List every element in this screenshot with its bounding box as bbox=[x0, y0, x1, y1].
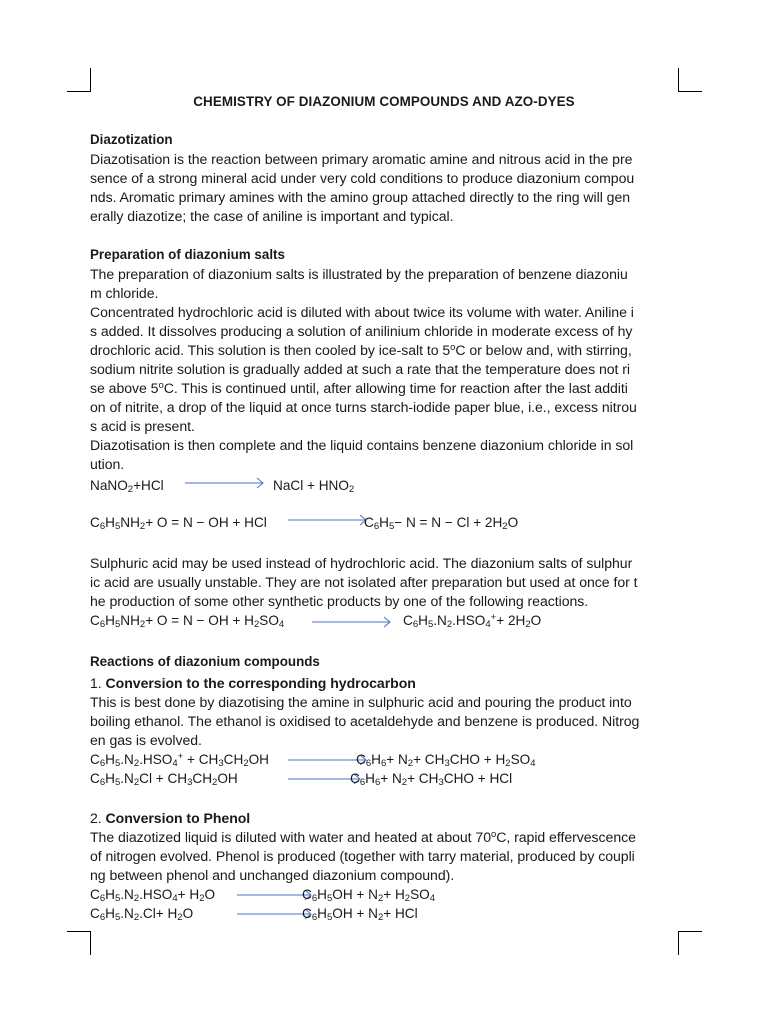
equation-1-reactants: NaNO$_2$+HCl bbox=[90, 478, 164, 495]
paragraph-line: nds. Aromatic primary amines with the amino group attached directly to the ring will gen bbox=[90, 189, 631, 205]
paragraph-line: ng between phenol and unchanged diazonium compound). bbox=[90, 867, 455, 883]
paragraph-line: s acid is present. bbox=[90, 418, 195, 434]
section-heading-preparation: Preparation of diazonium salts bbox=[90, 247, 285, 262]
equation-3-reactants: $C_6H_5NH_2+ O = N$ − OH + $H_2SO_4$ bbox=[90, 613, 285, 630]
paragraph-line: The diazotized liquid is diluted with water and heated at about 70$^o$C, rapid effervescence bbox=[90, 829, 636, 845]
equation-6-products: $C_6H_5OH + N_2+ H_2SO_4$ bbox=[302, 887, 436, 904]
paragraph-line: en gas is evolved. bbox=[90, 732, 202, 748]
equation-3-products: $C_6H_5.N_2.HSO_4^++ 2H_2O$ bbox=[403, 612, 542, 630]
reaction-item-2-title: 2. Conversion to Phenol bbox=[90, 810, 251, 826]
paragraph-line: of nitrogen evolved. Phenol is produced (together with tarry material, produced by coupli bbox=[90, 848, 635, 864]
paragraph-line: m chloride. bbox=[90, 285, 159, 301]
section-heading-diazotization: Diazotization bbox=[90, 132, 173, 147]
reaction-arrow-6 bbox=[237, 888, 311, 902]
paragraph-line: ic acid are usually unstable. They are not isolated after preparation but used at once for t bbox=[90, 574, 638, 590]
reaction-item-1-title: 1. Conversion to the corresponding hydrocarbon bbox=[90, 675, 416, 691]
paragraph-line: Sulphuric acid may be used instead of hydrochloric acid. The diazonium salts of sulphur bbox=[90, 555, 633, 571]
paragraph-line: This is best done by diazotising the amine in sulphuric acid and pouring the product into bbox=[90, 694, 632, 710]
equation-4-reactants: $C_6H_5.N_2.HSO_4^+ + CH_3CH_2OH$ bbox=[90, 751, 269, 769]
reaction-arrow-3 bbox=[312, 615, 390, 629]
paragraph-line: sence of a strong mineral acid under very cold conditions to produce diazonium compou bbox=[90, 170, 635, 186]
section-heading-reactions: Reactions of diazonium compounds bbox=[90, 654, 320, 669]
equation-2-products: $C_6H_5- N = N - Cl + 2H_2O$ bbox=[364, 515, 519, 532]
paragraph-line: se above 5$^o$C. This is continued until, after allowing time for reaction after the last additi bbox=[90, 380, 628, 396]
paragraph-line: erally diazotize; the case of aniline is important and typical. bbox=[90, 208, 454, 224]
equation-2-reactants: $C_6H_5NH_2+ O = N$ − OH + HCl bbox=[90, 515, 267, 532]
paragraph-line: he production of some other synthetic products by one of the following reactions. bbox=[90, 593, 589, 609]
equation-4-products: $C_6H_6+ N_2+ CH_3CHO + H_2SO_4$ bbox=[356, 752, 536, 769]
equation-7-products: $C_6H_5OH + N_2+$ HCl bbox=[302, 906, 418, 923]
reaction-arrow-2 bbox=[288, 513, 366, 527]
paragraph-line: on of nitrite, a drop of the liquid at once turns starch-iodide paper blue, i.e., excess nitrou bbox=[90, 399, 637, 415]
reaction-arrow-7 bbox=[237, 907, 311, 921]
equation-6-reactants: $C_6H_5.N_2.HSO_4+ H_2O$ bbox=[90, 887, 216, 904]
paragraph-line: Diazotisation is then complete and the liquid contains benzene diazonium chloride in sol bbox=[90, 437, 634, 453]
paragraph-line: Concentrated hydrochloric acid is diluted with about twice its volume with water. Aniline i bbox=[90, 304, 634, 320]
paragraph-line: ution. bbox=[90, 456, 125, 472]
paragraph-line: drochloric acid. This solution is then cooled by ice-salt to 5$^o$C or below and, with stirring, bbox=[90, 342, 632, 358]
equation-5-products: $C_6H_6+ N_2+ CH_3CHO$ + HCl bbox=[350, 771, 513, 788]
equation-5-reactants: $C_6H_5.N_2Cl + CH_3CH_2OH$ bbox=[90, 771, 238, 788]
reaction-arrow-4 bbox=[288, 753, 366, 767]
paragraph-line: s added. It dissolves producing a solution of anilinium chloride in moderate excess of hy bbox=[90, 323, 633, 339]
paragraph-line: sodium nitrite solution is gradually added at such a rate that the temperature does not ri bbox=[90, 361, 630, 377]
paragraph-line: The preparation of diazonium salts is illustrated by the preparation of benzene diazoniu bbox=[90, 266, 628, 282]
reaction-arrow-1 bbox=[185, 476, 263, 490]
equation-7-reactants: $C_6H_5.N_2.Cl+ H_2O$ bbox=[90, 906, 194, 923]
paragraph-line: Diazotisation is the reaction between primary aromatic amine and nitrous acid in the pre bbox=[90, 151, 633, 167]
paragraph-line: boiling ethanol. The ethanol is oxidised to acetaldehyde and benzene is produced. Nitrog bbox=[90, 713, 640, 729]
equation-1-products: NaCl + $HNO_2$ bbox=[273, 478, 355, 495]
page-title: CHEMISTRY OF DIAZONIUM COMPOUNDS AND AZO-DYES bbox=[193, 94, 575, 109]
